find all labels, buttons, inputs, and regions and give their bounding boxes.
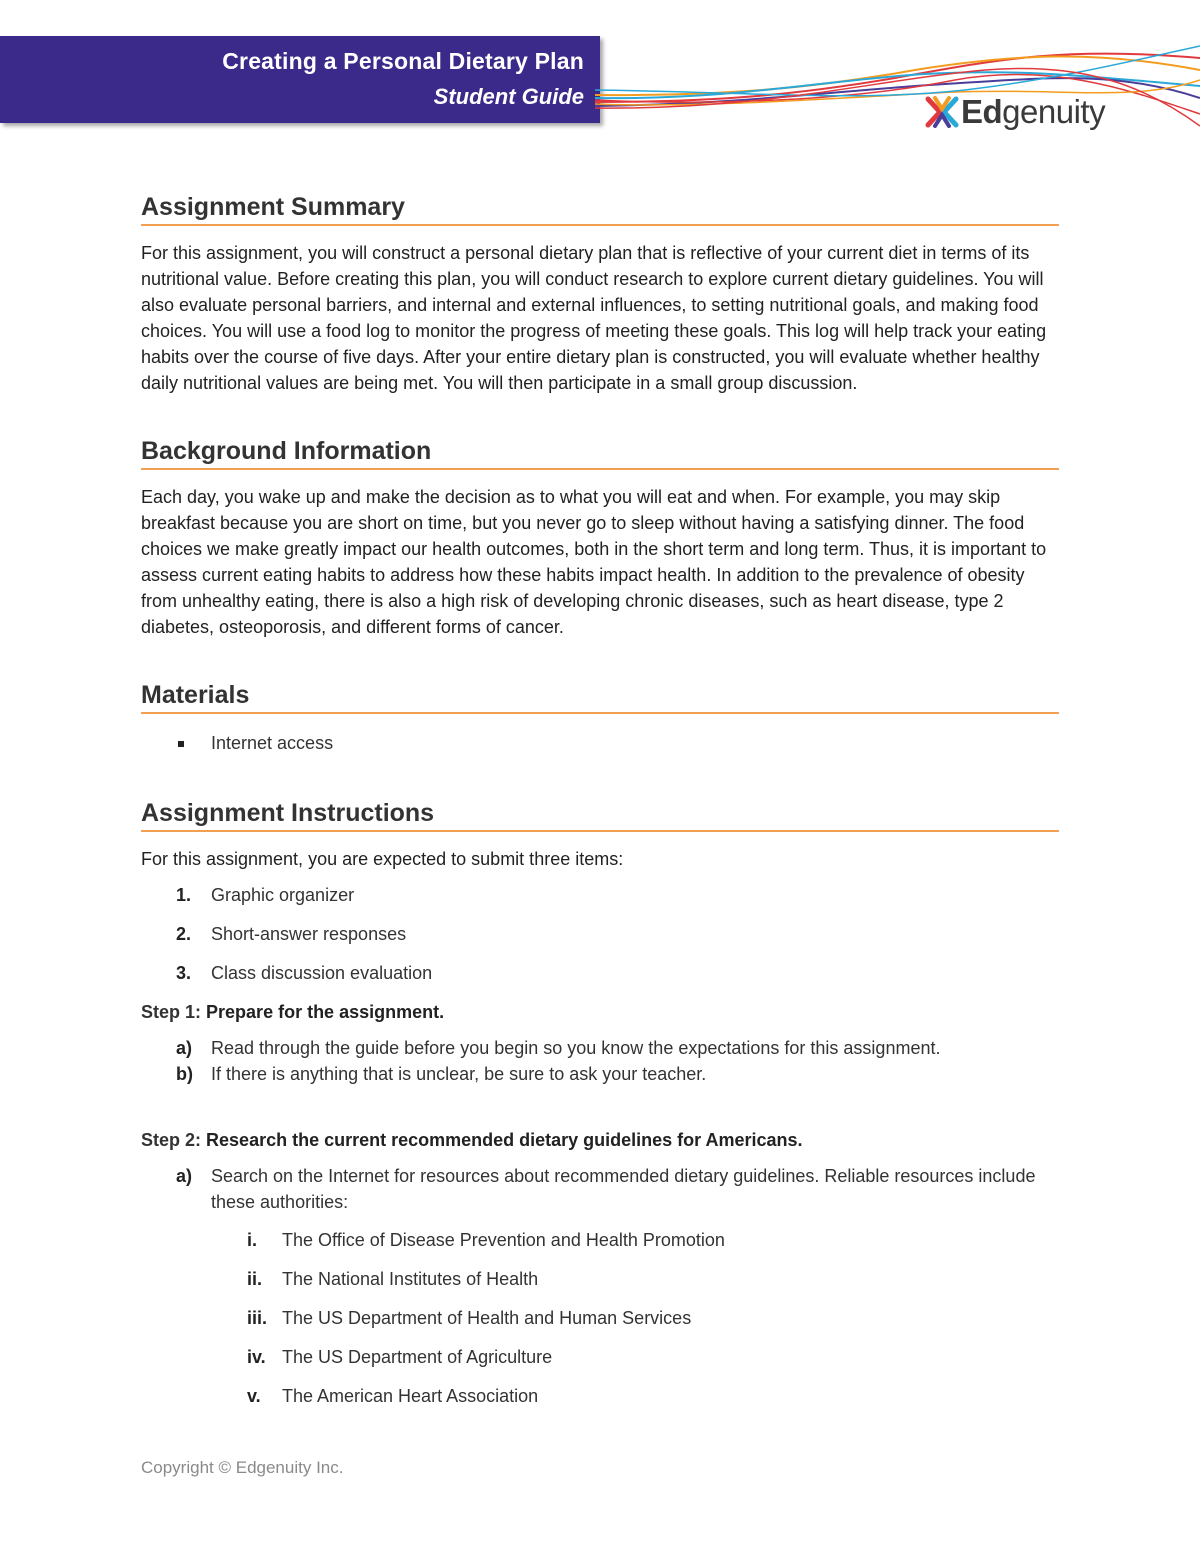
section-title-instructions: Assignment Instructions <box>141 798 1059 832</box>
section-title-background: Background Information <box>141 436 1059 470</box>
step-1-list <box>141 1035 1059 1087</box>
header-banner <box>0 36 600 123</box>
edgenuity-x-icon <box>925 95 959 129</box>
logo-wordmark: Edgenuity <box>961 93 1106 130</box>
background-paragraph: Each day, you wake up and make the decision as to what you will eat and when. For example, you may skip breakfast because you are short on time, but you never go to sleep without having a satisfying dinner. The food choices we make greatly impact our health outcomes, both in the short term and long term. Thus, it is important to assess current eating habits to address how these habits impact health. In addition to the prevalence of obesity from unhealthy eating, there is also a high risk of developing chronic diseases, such as heart disease, type 2 diabetes, osteoporosis, and different forms of cancer. <box>141 487 1047 637</box>
submission-items-list <box>141 882 1059 986</box>
section-title-materials: Materials <box>141 680 1059 714</box>
document-body <box>141 192 1059 1422</box>
document-title: Creating a Personal Dietary Plan <box>222 48 584 74</box>
list-item: v. The American Heart Association <box>247 1386 539 1406</box>
list-item: i. The Office of Disease Prevention and Health Promotion <box>247 1230 725 1250</box>
step-1-heading: Step 1: Prepare for the assignment. <box>141 1002 445 1022</box>
document-subtitle: Student Guide <box>433 84 584 109</box>
list-item: a) Read through the guide before you begin so you know the expectations for this assignment. <box>176 1038 941 1058</box>
list-item: iii. The US Department of Health and Human Services <box>247 1308 692 1328</box>
bullet-square-icon <box>178 741 184 747</box>
edgenuity-logo <box>925 92 1105 132</box>
list-item: b) If there is anything that is unclear, be sure to ask your teacher. <box>176 1064 707 1084</box>
list-item: ii. The National Institutes of Health <box>247 1269 539 1289</box>
copyright-footer: Copyright © Edgenuity Inc. <box>141 1458 344 1477</box>
list-item: iv. The US Department of Agriculture <box>247 1347 553 1367</box>
list-item: 1. Graphic organizer <box>176 885 355 905</box>
list-item: Internet access <box>141 730 1059 756</box>
authorities-list <box>141 1227 1059 1409</box>
instructions-intro: For this assignment, you are expected to submit three items: <box>141 849 624 869</box>
list-item: 3. Class discussion evaluation <box>176 963 433 983</box>
list-item: 2. Short-answer responses <box>176 924 407 944</box>
step-2-heading: Step 2: Research the current recommended dietary guidelines for Americans. <box>141 1130 803 1150</box>
list-item: a) Search on the Internet for resources about recommended dietary guidelines. Reliable resources include these authorities: <box>176 1166 1036 1212</box>
step-2-list <box>141 1163 1059 1215</box>
decorative-waves <box>595 40 1200 130</box>
section-title-summary: Assignment Summary <box>141 192 1059 226</box>
materials-list <box>141 730 1059 756</box>
summary-paragraph: For this assignment, you will construct a personal dietary plan that is reflective of your current diet in terms of its nutritional value. Before creating this plan, you will conduct research to explore current dietary guidelines. You will also evaluate personal barriers, and internal and external influences, to setting nutritional goals, and making food choices. You will use a food log to monitor the progress of meeting these goals. This log will help track your eating habits over the course of five days. After your entire dietary plan is constructed, you will evaluate whether healthy daily nutritional values are being met. You will then participate in a small group discussion. <box>141 243 1047 393</box>
